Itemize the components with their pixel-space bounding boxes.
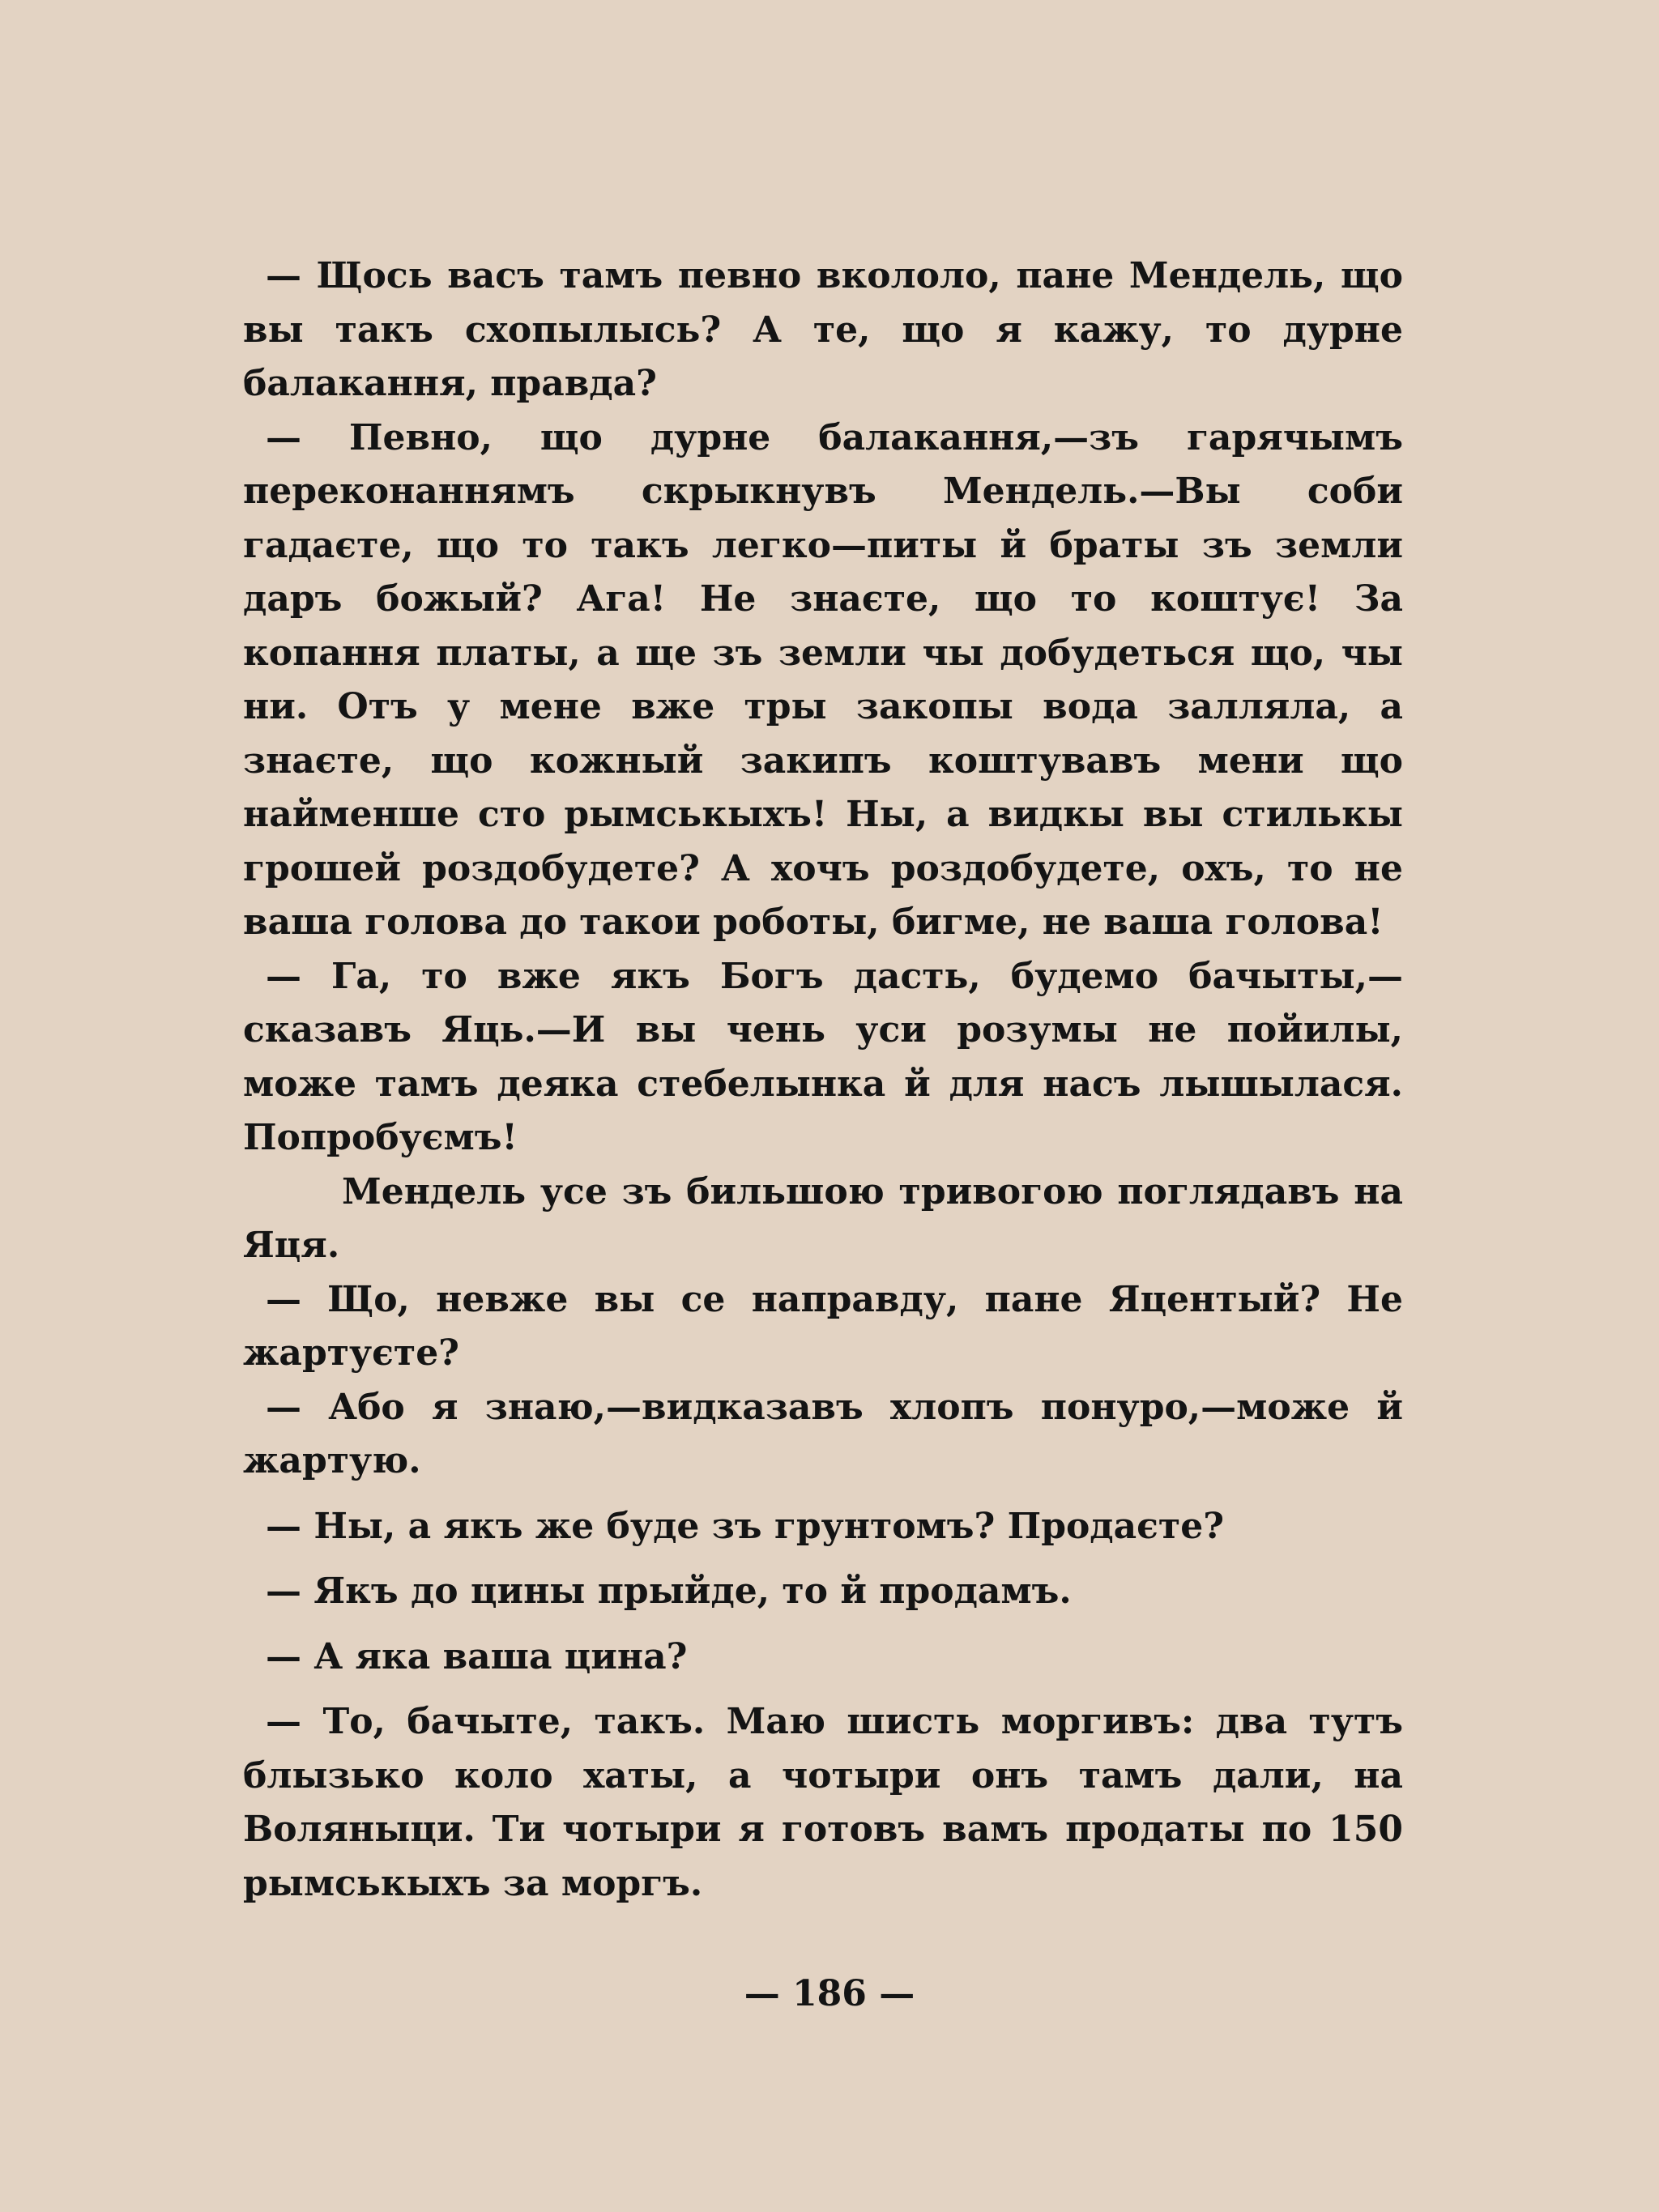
paragraph-3: — Га, то вже якъ Богъ дасть, будемо бачыты,—сказавъ Яць.—И вы чень уси розумы не пойилы, може тамъ деяка стебелынка й для насъ лышылася. Попробуємъ!: [243, 955, 1403, 1158]
paragraph-7: — Ны, а якъ же буде зъ грунтомъ? Продаєте?: [266, 1505, 1224, 1547]
paragraph-8: — Якъ до цины прыйде, то й продамъ.: [266, 1571, 1072, 1612]
paragraph-4: Мендель усе зъ бильшою тривогою поглядавъ на Яця.: [243, 1170, 1403, 1266]
paragraph-9: — А яка ваша цина?: [266, 1635, 688, 1677]
paragraph-2: — Певно, що дурне балакання,—зъ гарячымъ переконаннямъ скрыкнувъ Мендель.—Вы соби гадаєте, що то такъ легко—питы й браты зъ земли даръ божый? Ага! Не знаєте, що то коштує! За копання платы, а ще зъ земли чы добудеться що, чы ни. Отъ у мене вже тры закопы вода залляла, а знаєте, що кожный закипъ коштувавъ мени що найменше сто рымськыхъ! Ны, а видкы вы стилькы грошей роздобудете? А хочъ роздобудете, охъ, то не ваша голова до такои роботы, бигме, не ваша голова!: [243, 416, 1403, 943]
page-body: [243, 249, 1403, 1911]
paragraph-10: — То, бачыте, такъ. Маю шисть моргивъ: два тутъ блызько коло хаты, а чотыри онъ тамъ дали, на Воляныци. Ти чотыри я готовъ вамъ продаты по 150 рымськыхъ за моргъ.: [243, 1701, 1403, 1904]
paragraph-5: — Що, невже вы се направду, пане Яцентый? Не жартуєте?: [243, 1278, 1403, 1374]
page-number: — 186 —: [744, 1973, 915, 2014]
paragraph-1: — Щось васъ тамъ певно вкололо, пане Мендель, що вы такъ схопылысь? А те, що я кажу, то дурне балакання, правда?: [243, 255, 1403, 404]
paragraph-6: — Або я знаю,—видказавъ хлопъ понуро,—може й жартую.: [243, 1386, 1403, 1481]
